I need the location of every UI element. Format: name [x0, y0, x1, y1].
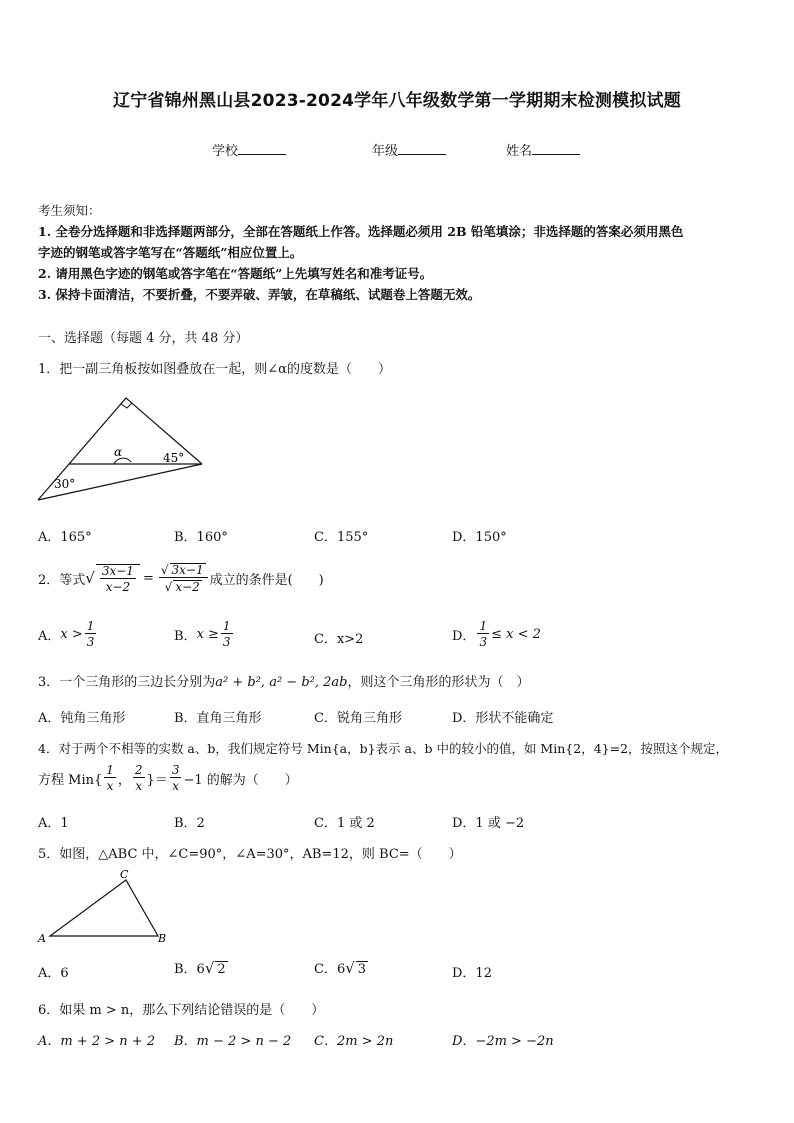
grade-field — [372, 140, 446, 159]
q1-45-label: 45° — [163, 451, 185, 465]
q3-expression: a² + b², a² − b², 2ab — [215, 675, 348, 690]
school-blank — [238, 142, 286, 155]
q2-right-fraction: $\frac{√ 3x-1}{√ x-2}$ — [159, 563, 208, 593]
q2-stem: 2．等式 √ $\frac{3x-1}{x-2}$ = $\frac{√ 3x-1}{√ x-2}$ 成立的条件是( ) — [38, 563, 324, 594]
q4-option-a: A．1 — [38, 816, 69, 831]
q3-option-b: B．直角三角形 — [174, 711, 262, 726]
page-title: 辽宁省锦州黑山县2023-2024学年八年级数学第一学期期末检测模拟试题 — [113, 91, 681, 111]
q1-option-c: C．155° — [314, 530, 369, 545]
q5-option-d: D．12 — [452, 966, 492, 981]
q6-option-b: B．m − 2 > n − 2 — [174, 1034, 292, 1049]
q6-option-a: A．m + 2 > n + 2 — [38, 1034, 156, 1049]
notice-item-3: 3. 保持卡面清洁，不要折叠，不要弄破、弄皱，在草稿纸、试题卷上答题无效。 — [38, 287, 481, 302]
q3-option-a: A．钝角三角形 — [38, 711, 126, 726]
q4-equation: 方程 Min{ $\frac{1}{x}$ ， $\frac{2}{x}$ }＝ $\frac{3}{x}$ −1 的解为（ ） — [38, 763, 298, 793]
notice-item-2: 2. 请用黑色字迹的钢笔或答字笔在“答题纸”上先填写姓名和准考证号。 — [38, 266, 433, 281]
q5-label-b: B — [158, 932, 167, 945]
q5-option-c: C．6√ 3 — [314, 959, 367, 977]
q2-option-b: B． x ≥ $\frac{1}{3}$ — [174, 619, 231, 649]
grade-label: 年级 — [372, 144, 399, 159]
q1-figure — [36, 394, 208, 506]
name-field — [506, 140, 580, 159]
q2-option-a: A． x > $\frac{1}{3}$ — [38, 619, 95, 649]
q1-alpha-label: α — [114, 445, 123, 459]
q5-figure — [36, 870, 172, 946]
notice-block — [38, 200, 758, 305]
q4-option-d: D．1 或 −2 — [452, 816, 525, 831]
q2-radical-num-icon: √ — [160, 563, 169, 577]
name-blank — [532, 142, 580, 155]
name-label: 姓名 — [506, 144, 533, 159]
q2-option-d: D． $\frac{1}{3}$ ≤ x < 2 — [452, 619, 541, 649]
q5-label-c: C — [120, 870, 129, 881]
q2-radical-den-icon: √ — [164, 580, 173, 594]
notice-heading: 考生须知： — [38, 203, 101, 218]
q2-left-radicand: $\frac{3x-1}{x-2}$ — [96, 564, 140, 593]
q5-option-a: A．6 — [38, 966, 69, 981]
q1-option-b: B．160° — [174, 530, 228, 545]
q2-radical-icon: √ — [85, 569, 95, 587]
q2-suffix: 成立的条件是( ) — [209, 572, 324, 588]
section-heading: 一、选择题（每题 4 分，共 48 分） — [38, 331, 249, 346]
q4-option-c: C．1 或 2 — [314, 816, 375, 831]
q3-option-c: C．锐角三角形 — [314, 711, 402, 726]
q5-c-radical-icon: √ — [345, 959, 355, 977]
q2-prefix: 2．等式 — [38, 572, 86, 588]
q6-option-d: D．−2m > −2n — [452, 1034, 554, 1049]
q5-label-a: A — [38, 932, 46, 945]
notice-item-1b: 字迹的钢笔或答字笔写在“答题纸”相应位置上。 — [38, 245, 303, 260]
q5-stem: 5．如图，△ABC 中，∠C=90°，∠A=30°，AB=12，则 BC=（ ） — [38, 847, 462, 862]
q5-option-b: B．6√ 2 — [174, 959, 226, 977]
school-field — [212, 140, 286, 159]
q2-option-c: C．x>2 — [314, 632, 364, 647]
q5-b-radical-icon: √ — [204, 959, 215, 977]
notice-item-1a: 1. 全卷分选择题和非选择题两部分，全部在答题纸上作答。选择题必须用 2B 铅笔填涂；非选择题的答案必须用黑色 — [38, 224, 684, 239]
q1-option-a: A．165° — [38, 530, 92, 545]
q6-option-c: C．2m > 2n — [314, 1034, 394, 1049]
q3-option-d: D．形状不能确定 — [452, 711, 554, 726]
q6-stem: 6．如果 m > n，那么下列结论错误的是（ ） — [38, 1003, 325, 1018]
school-label: 学校 — [212, 144, 239, 159]
q4-stem: 4．对于两个不相等的实数 a、b，我们规定符号 Min{a，b}表示 a、b 中的较小的值，如 Min{2，4}=2，按照这个规定， — [38, 741, 729, 756]
q1-option-d: D．150° — [452, 530, 507, 545]
q1-30-label: 30° — [54, 477, 76, 491]
grade-blank — [398, 142, 446, 155]
q1-stem: 1．把一副三角板按如图叠放在一起，则∠α的度数是（ ） — [38, 362, 391, 377]
q4-option-b: B．2 — [174, 816, 205, 831]
q3-stem: 3．一个三角形的三边长分别为a² + b², a² − b², 2ab，则这个三角形的形状为（ ） — [38, 675, 530, 690]
